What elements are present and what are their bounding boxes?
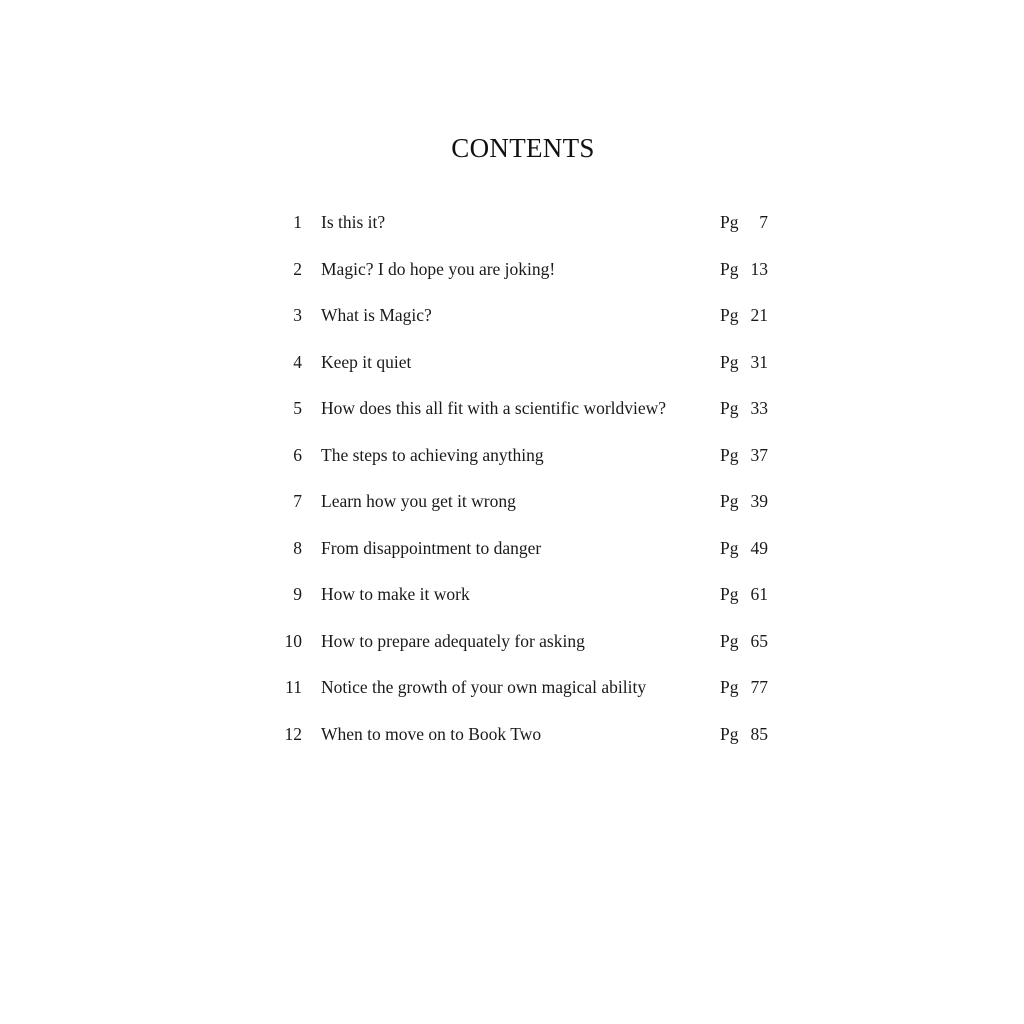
page-number: 21 <box>750 305 768 325</box>
toc-entry <box>278 715 778 762</box>
page-reference <box>720 389 768 427</box>
toc-entry <box>278 482 778 529</box>
page-label: Pg <box>720 491 739 511</box>
page-label: Pg <box>720 305 739 325</box>
toc-entry <box>278 203 778 250</box>
chapter-number: 9 <box>293 584 302 604</box>
chapter-number: 8 <box>293 537 302 558</box>
chapter-title: How does this all fit with a scientific worldview? <box>321 398 667 418</box>
chapter-number: 7 <box>293 491 302 511</box>
table-of-contents <box>278 203 778 761</box>
chapter-number: 5 <box>293 398 302 418</box>
page-label: Pg <box>720 258 739 279</box>
chapter-title: Notice the growth of your own magical ability <box>321 677 647 697</box>
chapter-title: What is Magic? <box>321 305 432 325</box>
page-label: Pg <box>720 212 739 232</box>
toc-entry <box>278 250 778 297</box>
chapter-number: 10 <box>284 630 302 651</box>
chapter-title: The steps to achieving anything <box>321 444 544 465</box>
chapter-number: 4 <box>293 351 302 372</box>
page-label: Pg <box>720 351 739 372</box>
toc-entry <box>278 389 778 436</box>
page-number: 85 <box>750 723 768 744</box>
page-label: Pg <box>720 630 739 651</box>
page-number: 65 <box>750 630 768 651</box>
toc-entry <box>278 436 778 483</box>
page-reference <box>720 203 768 241</box>
page-label: Pg <box>720 537 739 558</box>
chapter-number: 1 <box>293 212 302 232</box>
toc-entry <box>278 343 778 390</box>
page-reference <box>720 482 768 520</box>
page-label: Pg <box>720 584 739 604</box>
page-number: 39 <box>750 491 768 511</box>
page-number: 37 <box>750 444 768 465</box>
chapter-title: From disappointment to danger <box>321 537 542 558</box>
chapter-number: 3 <box>293 305 302 325</box>
chapter-title: When to move on to Book Two <box>321 723 542 744</box>
page-title: CONTENTS <box>451 133 595 163</box>
page-reference <box>720 668 768 706</box>
chapter-number: 2 <box>293 258 302 279</box>
toc-entry <box>278 529 778 576</box>
page-reference <box>720 296 768 334</box>
page-number: 31 <box>750 351 768 372</box>
chapter-title: Learn how you get it wrong <box>321 491 516 511</box>
chapter-number: 6 <box>293 444 302 465</box>
page-number: 7 <box>759 212 768 232</box>
chapter-title: How to prepare adequately for asking <box>321 630 585 651</box>
toc-entry <box>278 296 778 343</box>
toc-entry <box>278 668 778 715</box>
chapter-number: 12 <box>284 723 302 744</box>
page-number: 77 <box>750 677 768 697</box>
toc-entry <box>278 575 778 622</box>
chapter-title: How to make it work <box>321 584 470 604</box>
chapter-title: Magic? I do hope you are joking! <box>321 258 556 279</box>
page-reference <box>720 622 768 660</box>
page-reference <box>720 715 768 753</box>
page-reference <box>720 343 768 381</box>
toc-entry <box>278 622 778 669</box>
page-number: 61 <box>750 584 768 604</box>
page-reference <box>720 529 768 567</box>
page-label: Pg <box>720 677 739 697</box>
chapter-title: Keep it quiet <box>321 351 412 372</box>
page-reference <box>720 575 768 613</box>
chapter-number: 11 <box>285 677 302 697</box>
page-number: 33 <box>750 398 768 418</box>
page-label: Pg <box>720 444 739 465</box>
page-label: Pg <box>720 398 739 418</box>
page-reference <box>720 250 768 288</box>
page-number: 13 <box>750 258 768 279</box>
page-label: Pg <box>720 723 739 744</box>
page-number: 49 <box>750 537 768 558</box>
page-reference <box>720 436 768 474</box>
chapter-title: Is this it? <box>321 212 386 232</box>
